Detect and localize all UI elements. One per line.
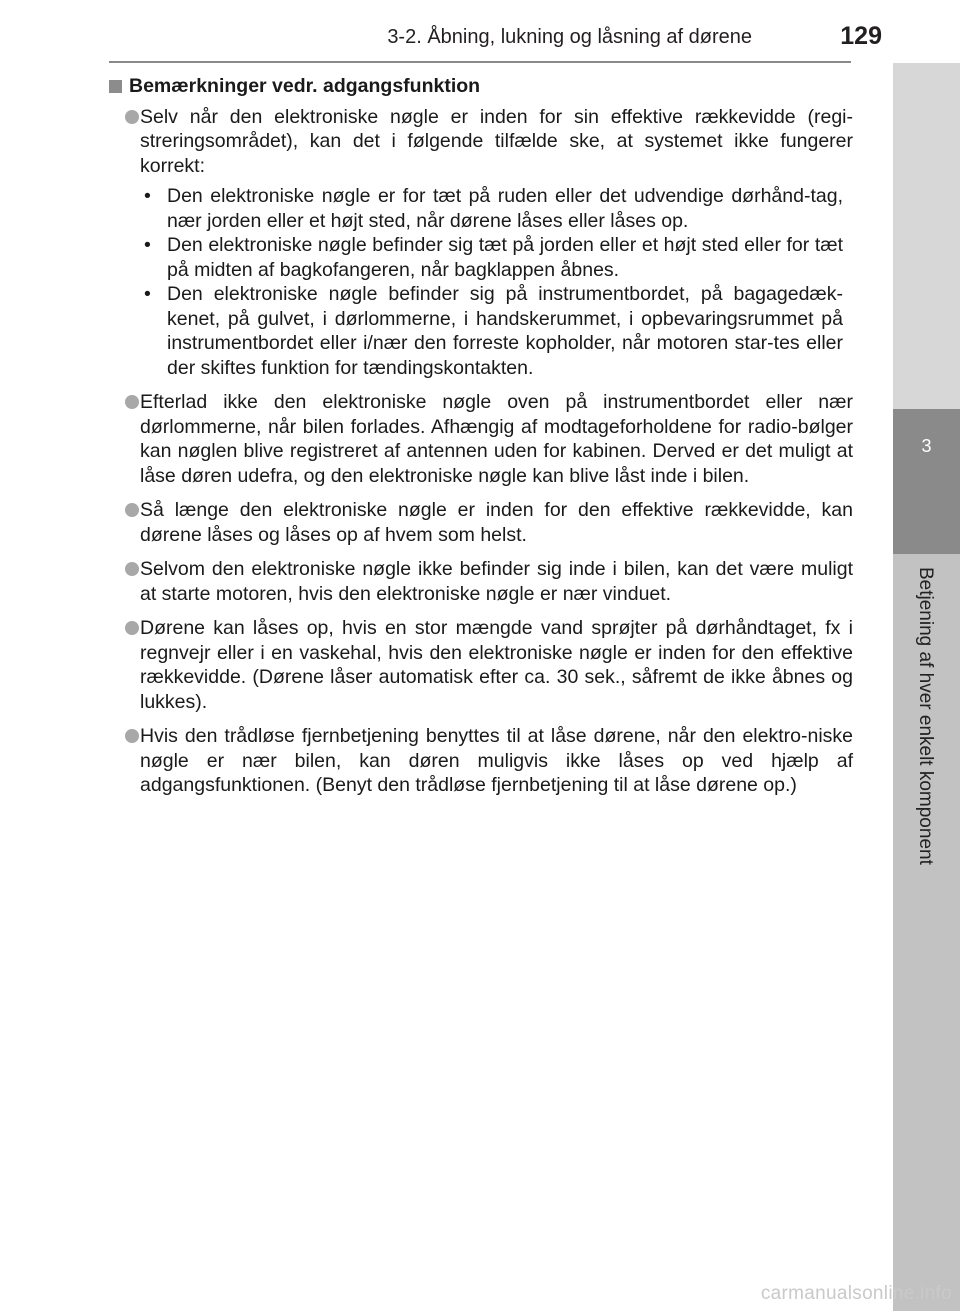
note-text: Hvis den trådløse fjernbetjening benyttes til at låse dørene, når den elektro-niske nøgle er nær bilen, kan døren muligvis ikke låses op ved hjælp af adgangsfunktionen. (Benyt den trådløse fjernbetjening til at låse dørene op.) [140,725,853,796]
chapter-number: 3 [921,436,932,456]
main-content [109,74,853,808]
note-text: Selvom den elektroniske nøgle ikke befinder sig inde i bilen, kan det være muligt at starte motoren, hvis den elektroniske nøgle er nær vinduet. [140,558,853,605]
note-text: Selv når den elektroniske nøgle er inden for sin effektive rækkevidde (regi-streringsområdet), kan det i følgende tilfælde ske, at systemet ikke fungerer korrekt: [140,105,853,177]
section-heading [109,74,853,99]
circle-bullet-icon [125,395,139,409]
circle-bullet-icon [125,562,139,576]
page-number: 129 [840,22,882,50]
circle-bullet-icon [125,503,139,517]
side-tab-upper-band [893,63,960,409]
note-item [109,390,853,488]
sub-list-item [140,184,853,233]
header-rule [109,61,851,63]
sub-item-text: Den elektroniske nøgle befinder sig tæt på jorden eller et højt sted eller for tæt på midten af bagkofangeren, når bagklappen åbnes. [167,234,843,281]
dot-marker-icon: • [144,185,151,207]
note-item [109,498,853,547]
note-text: Efterlad ikke den elektroniske nøgle oven på instrumentbordet eller nær dørlommerne, når bilen forlades. Afhængig af modtageforholdene for radio-bølger kan nøglen blive registreret af antennen uden for kabinen. Derved er det muligt at låse døren udefra, og den elektroniske nøgle kan blive låst inde i bilen. [140,391,853,487]
circle-bullet-icon [125,621,139,635]
sub-item-text: Den elektroniske nøgle befinder sig på instrumentbordet, på bagagedæk-kenet, på gulvet, i dørlommerne, i handskerummet, i opbevaringsrummet på instrumentbordet eller i/nær den forreste kopholder, når motoren star-tes eller der skiftes funktion for tændingskontakten. [167,283,843,379]
side-tab-chapter-marker [893,409,960,554]
sub-item-text: Den elektroniske nøgle er for tæt på ruden eller det udvendige dørhånd-tag, nær jorden eller et højt sted, når dørene låses eller låses op. [167,185,843,232]
watermark: carmanualsonline.info [760,1283,952,1304]
note-text: Dørene kan låses op, hvis en stor mængde vand sprøjter på dørhåndtaget, fx i regnvejr eller i en vaskehal, hvis den elektroniske nøgle er inden for den effektive rækkevidde. (Dørene låser automatisk efter ca. 30 sek., såfremt de ikke åbnes og lukkes). [140,617,853,713]
sub-list [140,184,853,380]
section-heading-text: Bemærkninger vedr. adgangsfunktion [129,75,481,97]
note-item [109,724,853,798]
chapter-side-tab [893,63,960,1311]
chapter-title: Betjening af hver enkelt komponent [915,567,936,865]
note-text: Så længe den elektroniske nøgle er inden for den effektive rækkevidde, kan dørene låses og låses op af hvem som helst. [140,499,853,546]
note-item [109,105,853,381]
running-header-title: 3-2. Åbning, lukning og låsning af dørene [387,26,752,48]
circle-bullet-icon [125,110,139,124]
square-bullet-icon [109,80,122,93]
dot-marker-icon: • [144,234,151,256]
circle-bullet-icon [125,729,139,743]
note-item [109,557,853,606]
sub-list-item [140,233,853,282]
note-item [109,616,853,714]
sub-list-item [140,282,853,380]
dot-marker-icon: • [144,283,151,305]
